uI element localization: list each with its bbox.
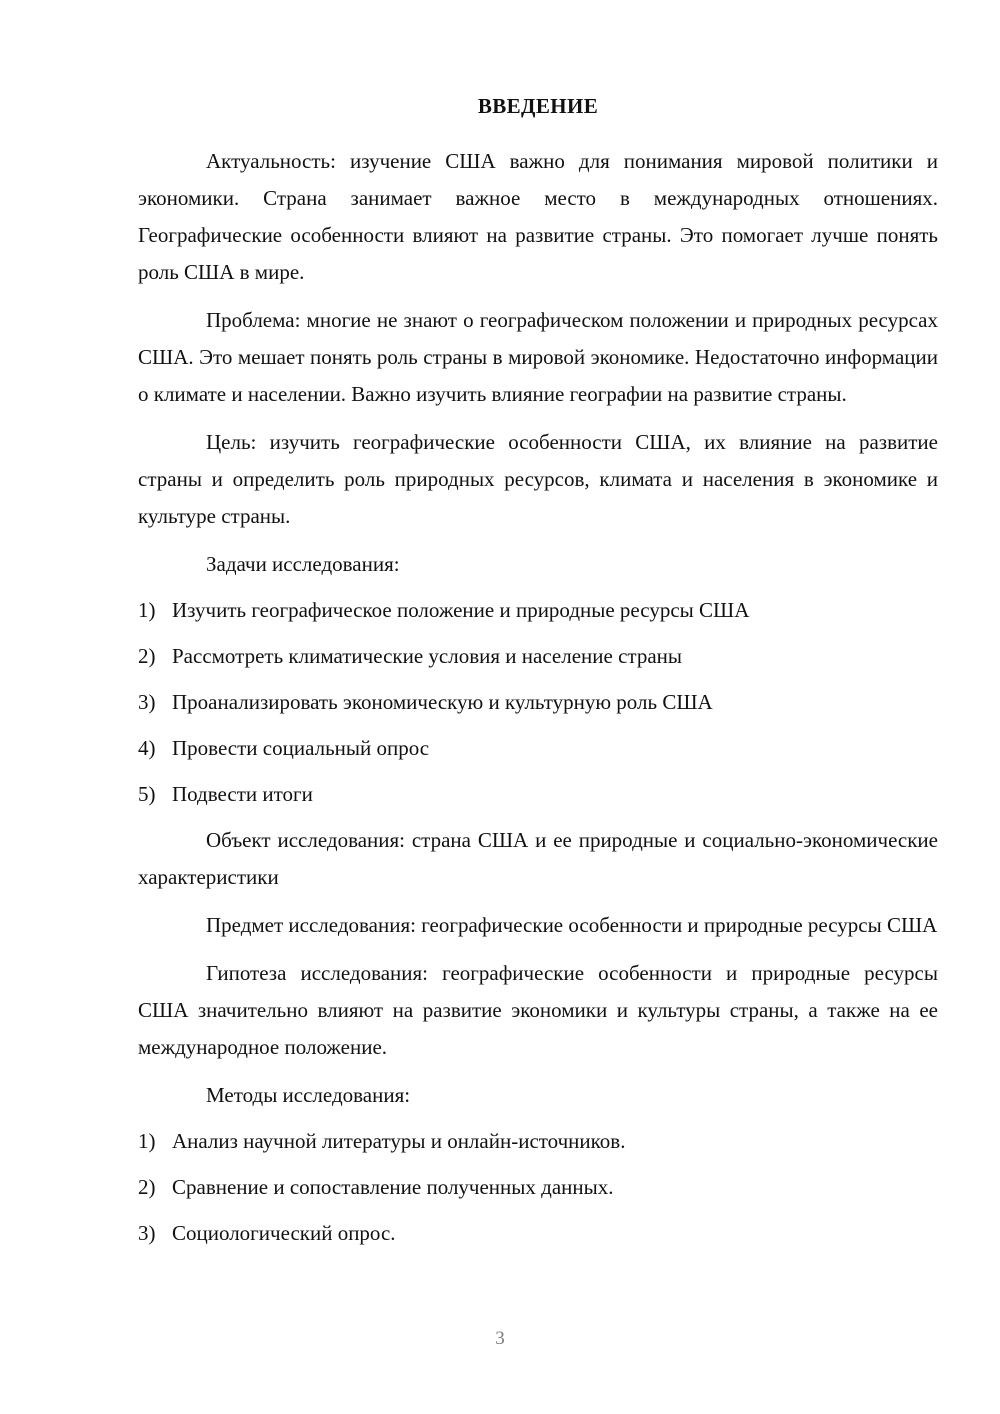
list-marker: 1) — [138, 1129, 156, 1154]
list-marker: 2) — [138, 644, 156, 669]
paragraph-hypothesis: Гипотеза исследования: географические особенности и природные ресурсы США значительно влияют на развитие экономики и культуры страны, а также на ее международное положение. — [138, 961, 938, 1060]
page-number: 3 — [495, 1328, 505, 1349]
list-item-text: Сравнение и сопоставление полученных данных. — [172, 1175, 614, 1200]
paragraph-relevance: Актуальность: изучение США важно для понимания мировой политики и экономики. Страна занимает важное место в международных отношениях. Географические особенности влияют на развитие страны. Это помогает лучше понять роль США в мире. — [138, 149, 938, 285]
list-item-text: Изучить географическое положение и природные ресурсы США — [172, 598, 750, 623]
list-item — [138, 592, 938, 629]
list-marker: 4) — [138, 736, 156, 761]
list-marker: 1) — [138, 598, 156, 623]
list-item — [138, 1215, 938, 1252]
list-item-text: Рассмотреть климатические условия и население страны — [172, 644, 682, 669]
tasks-list — [138, 592, 938, 813]
list-item-text: Анализ научной литературы и онлайн-источников. — [172, 1129, 626, 1154]
list-item — [138, 730, 938, 767]
page-title: ВВЕДЕНИЕ — [477, 94, 599, 118]
methods-label: Методы исследования: — [206, 1083, 411, 1108]
list-marker: 2) — [138, 1175, 156, 1200]
paragraph-goal: Цель: изучить географические особенности США, их влияние на развитие страны и определить роль природных ресурсов, климата и населения в экономике и культуре страны. — [138, 430, 938, 529]
methods-list — [138, 1123, 938, 1252]
list-item — [138, 1123, 938, 1160]
list-marker: 5) — [138, 782, 156, 807]
list-item — [138, 638, 938, 675]
list-marker: 3) — [138, 1221, 156, 1246]
tasks-label: Задачи исследования: — [206, 552, 400, 577]
list-item-text: Подвести итоги — [172, 782, 313, 807]
list-item — [138, 1169, 938, 1206]
list-marker: 3) — [138, 690, 156, 715]
document-content — [138, 92, 938, 1261]
paragraph-problem: Проблема: многие не знают о географическом положении и природных ресурсах США. Это мешает понять роль страны в мировой экономике. Недостаточно информации о климате и населении. Важно изучить влияние географии на развитие страны. — [138, 308, 938, 407]
list-item-text: Провести социальный опрос — [172, 736, 430, 761]
list-item — [138, 684, 938, 721]
paragraph-subject: Предмет исследования: географические особенности и природные ресурсы США — [206, 913, 938, 938]
paragraph-object: Объект исследования: страна США и ее природные и социально-экономические характеристики — [138, 828, 938, 890]
list-item-text: Социологический опрос. — [172, 1221, 396, 1246]
list-item — [138, 776, 938, 813]
list-item-text: Проанализировать экономическую и культурную роль США — [172, 690, 713, 715]
